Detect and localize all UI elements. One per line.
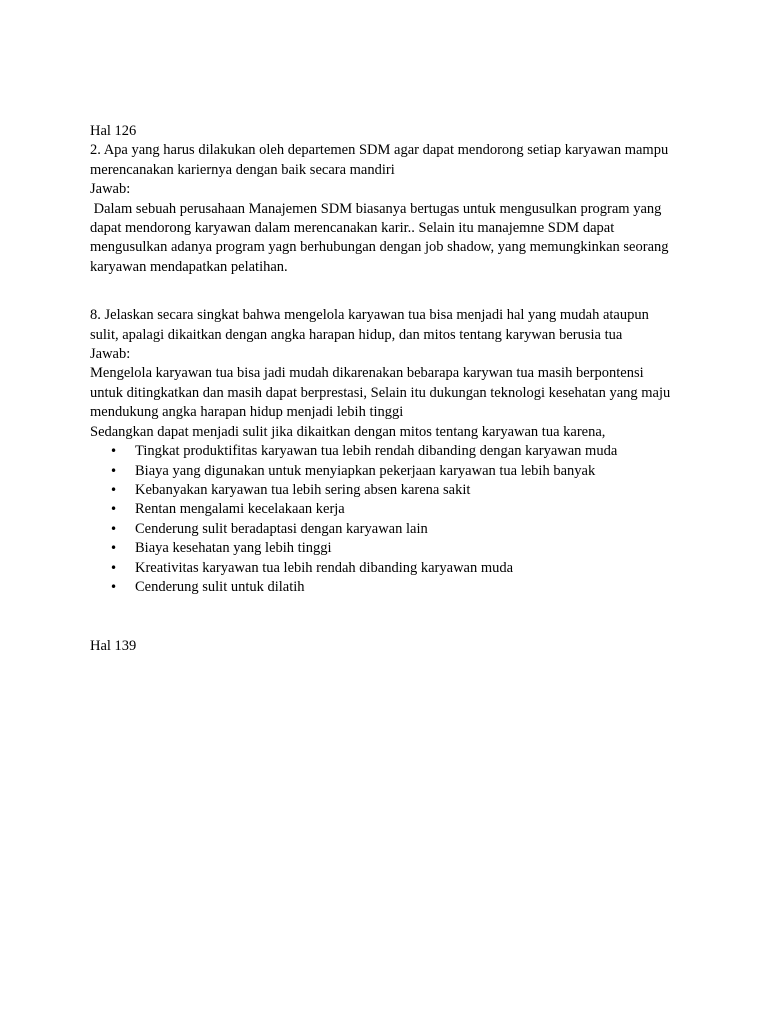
list-item: • Cenderung sulit untuk dilatih <box>90 578 680 597</box>
answer-8-followup: Sedangkan dapat menjadi sulit jika dikaitkan dengan mitos tentang karyawan tua karena, <box>90 423 606 440</box>
question-8: 8. Jelaskan secara singkat bahwa mengelola karyawan tua bisa menjadi hal yang mudah ataupun sulit, apalagi dikaitkan dengan angka harapan hidup, dan mitos tentang karywan berusia tua <box>90 307 649 343</box>
answer-label: Jawab: <box>90 181 131 198</box>
list-item: • Kreativitas karyawan tua lebih rendah dibanding karyawan muda <box>90 559 680 578</box>
bullet-icon: • <box>110 444 118 459</box>
answer-2-text: Dalam sebuah perusahaan Manajemen SDM biasanya bertugas untuk mengusulkan program yang dapat mendorong karyawan dalam merencanakan karir.. Selain itu manajemne SDM dapat mengusulkan adanya program yagn berhubungan dengan job shadow, yang memungkinkan seorang karyawan mendapatkan pelatihan. <box>90 200 673 275</box>
list-item: • Cenderung sulit beradaptasi dengan karyawan lain <box>90 520 680 539</box>
list-item: • Kebanyakan karyawan tua lebih sering absen karena sakit <box>90 481 680 500</box>
list-item: • Rentan mengalami kecelakaan kerja <box>90 500 680 519</box>
bullet-icon: • <box>110 560 118 575</box>
spacer <box>90 597 680 637</box>
list-item: • Biaya yang digunakan untuk menyiapkan pekerjaan karyawan tua lebih banyak <box>90 462 680 481</box>
myth-list <box>90 442 680 597</box>
answer-8-text: Mengelola karyawan tua bisa jadi mudah dikarenakan bebarapa karywan tua masih berpontensi untuk ditingkatkan dan masih dapat berprestasi, Selain itu dukungan teknologi kesehatan yang maju mendukung angka harapan hidup menjadi lebih tinggi <box>90 365 671 421</box>
bullet-icon: • <box>110 463 118 478</box>
answer-label: Jawab: <box>90 346 131 363</box>
bullet-icon: • <box>110 521 118 536</box>
page-reference: Hal 139 <box>90 638 137 655</box>
list-item: • Tingkat produktifitas karyawan tua lebih rendah dibanding dengan karyawan muda <box>90 442 680 461</box>
list-item: • Biaya kesehatan yang lebih tinggi <box>90 539 680 558</box>
document-page <box>90 122 680 657</box>
page-reference: Hal 126 <box>90 123 137 139</box>
bullet-icon: • <box>110 482 118 497</box>
question-2: 2. Apa yang harus dilakukan oleh departemen SDM agar dapat mendorong setiap karyawan mampu merencanakan kariernya dengan baik secara mandiri <box>90 142 669 178</box>
bullet-icon: • <box>110 541 118 556</box>
bullet-icon: • <box>110 579 118 594</box>
bullet-icon: • <box>110 502 118 517</box>
spacer <box>90 277 680 306</box>
